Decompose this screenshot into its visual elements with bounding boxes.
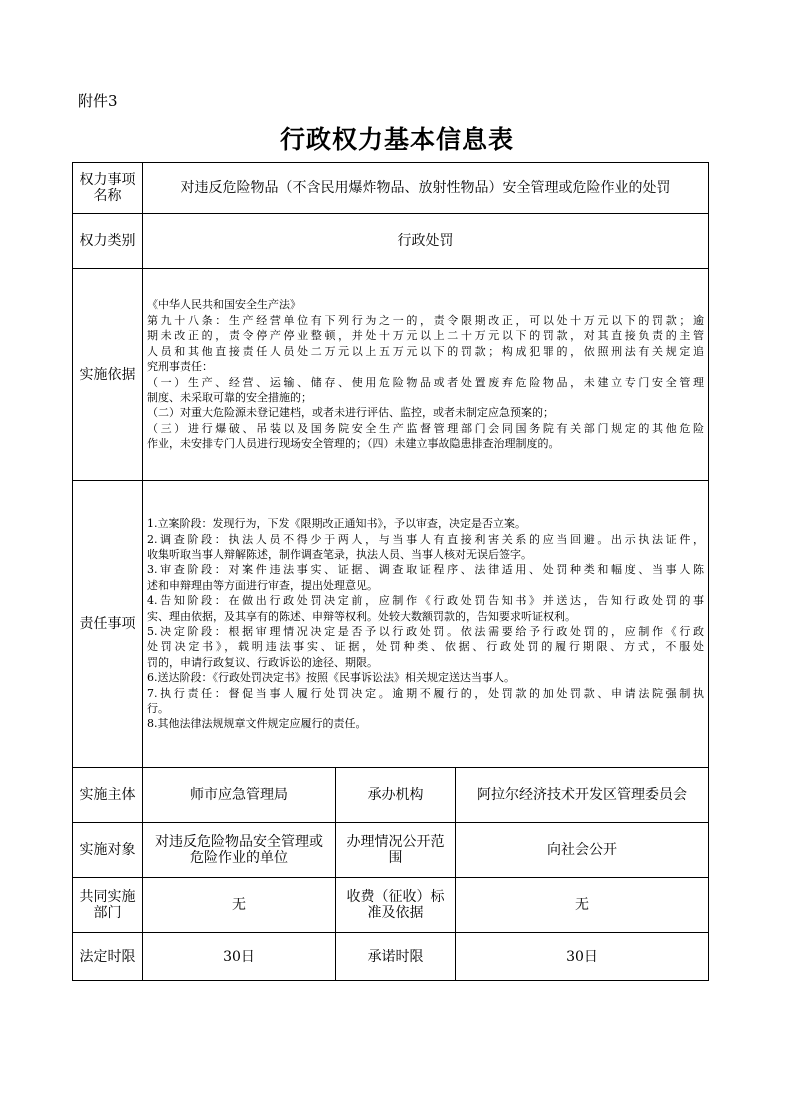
row-basis (73, 269, 709, 481)
duty-line: 6.送达阶段：《行政处罚决定书》按照《民事诉讼法》相关规定送达当事人。 (147, 671, 515, 685)
basis-line: （二）对重大危险源未登记建档，或者未进行评估、监控，或者未制定应急预案的； (147, 406, 554, 420)
label-limit: 法定时限 (73, 933, 143, 981)
value-name: 对违反危险物品（不含民用爆炸物品、放射性物品）安全管理或危险作业的处罚 (143, 163, 709, 214)
label-basis: 实施依据 (73, 269, 143, 481)
value-category: 行政处罚 (143, 214, 709, 269)
duty-line: 3.审查阶段：对案件违法事实、证据、调查取证程序、法律适用、处罚种类和幅度、当事人陈 (147, 563, 705, 577)
value-fee: 无 (456, 878, 709, 933)
basis-line: 第九十八条：生产经营单位有下列行为之一的，责令限期改正，可以处十万元以下的罚款；逾 (147, 313, 705, 327)
row-limit (73, 933, 709, 981)
row-object (73, 823, 709, 878)
label-fee: 收费（征收）标准及依据 (336, 878, 456, 933)
basis-line: （一）生产、经营、运输、储存、使用危险物品或者处置废弃危险物品，未建立专门安全管理 (147, 375, 705, 389)
value-disclosure: 向社会公开 (456, 823, 709, 878)
duty-line: 实、理由依据，及其享有的陈述、申辩等权利。处较大数额罚款的，告知要求听证权利。 (147, 609, 576, 623)
value-object: 对违反危险物品安全管理或危险作业的单位 (143, 823, 336, 878)
duty-line: 收集听取当事人辩解陈述，制作调查笔录，执法人员、当事人核对无误后签字。 (147, 547, 532, 561)
row-duty (73, 481, 709, 768)
row-category (73, 214, 709, 269)
duty-line: 1.立案阶段：发现行为，下发《限期改正通知书》，予以审查，决定是否立案。 (147, 517, 526, 531)
duty-line: 4.告知阶段：在做出行政处罚决定前，应制作《行政处罚告知书》并送达，告知行政处罚的事 (147, 594, 705, 608)
row-joint (73, 878, 709, 933)
attachment-label: 附件3 (78, 92, 118, 110)
value-subject: 师市应急管理局 (143, 768, 336, 823)
basis-line: 《中华人民共和国安全生产法》 (147, 298, 301, 312)
info-table (72, 162, 709, 981)
basis-line: 期未改正的，责令停产停业整顿，并处十万元以上二十万元以下的罚款，对其直接负责的主管 (147, 329, 705, 343)
row-name (73, 163, 709, 214)
label-subject: 实施主体 (73, 768, 143, 823)
basis-line: 人员和其他直接责任人员处二万元以上五万元以下的罚款；构成犯罪的，依照刑法有关规定追 (147, 344, 705, 358)
basis-line: 制度、未采取可靠的安全措施的； (147, 390, 312, 404)
value-basis (143, 269, 709, 481)
duty-line: 2.调查阶段：执法人员不得少于两人，与当事人有直接利害关系的应当回避。出示执法证件， (147, 532, 705, 546)
label-category: 权力类别 (73, 214, 143, 269)
label-joint: 共同实施部门 (73, 878, 143, 933)
duty-line: 5.决定阶段：根据审理情况决定是否予以行政处罚。依法需要给予行政处罚的，应制作《行政 (147, 625, 705, 638)
duty-line: 行。 (147, 702, 169, 716)
duty-line: 述和申辩理由等方面进行审查，提出处理意见。 (147, 578, 378, 592)
label-agency: 承办机构 (336, 768, 456, 823)
row-subject (73, 768, 709, 823)
label-duty: 责任事项 (73, 481, 143, 768)
value-joint: 无 (143, 878, 336, 933)
label-promise: 承诺时限 (336, 933, 456, 981)
label-disclosure: 办理情况公开范围 (336, 823, 456, 878)
basis-line: （三）进行爆破、吊装以及国务院安全生产监督管理部门会同国务院有关部门规定的其他危险 (147, 421, 705, 435)
value-agency: 阿拉尔经济技术开发区管理委员会 (456, 768, 709, 823)
value-limit: 30日 (143, 933, 336, 981)
page-title: 行政权力基本信息表 (279, 125, 514, 154)
duty-line: 罚的，申请行政复议、行政诉讼的途径、期限。 (147, 655, 378, 669)
duty-line: 7.执行责任：督促当事人履行处罚决定。逾期不履行的，处罚款的加处罚款、申请法院强制执 (147, 686, 705, 700)
label-object: 实施对象 (73, 823, 143, 878)
value-promise: 30日 (456, 933, 709, 981)
duty-line: 处罚决定书》，载明违法事实、证据，处罚种类、依据、行政处罚的履行期限、方式，不服处 (147, 640, 705, 654)
label-name: 权力事项名称 (73, 163, 143, 214)
basis-line: 作业，未安排专门人员进行现场安全管理的；（四）未建立事故隐患排查治理制度的。 (147, 437, 560, 451)
basis-line: 究刑事责任： (147, 360, 213, 374)
duty-line: 8.其他法律法规规章文件规定应履行的责任。 (147, 717, 367, 731)
value-duty (143, 481, 709, 768)
